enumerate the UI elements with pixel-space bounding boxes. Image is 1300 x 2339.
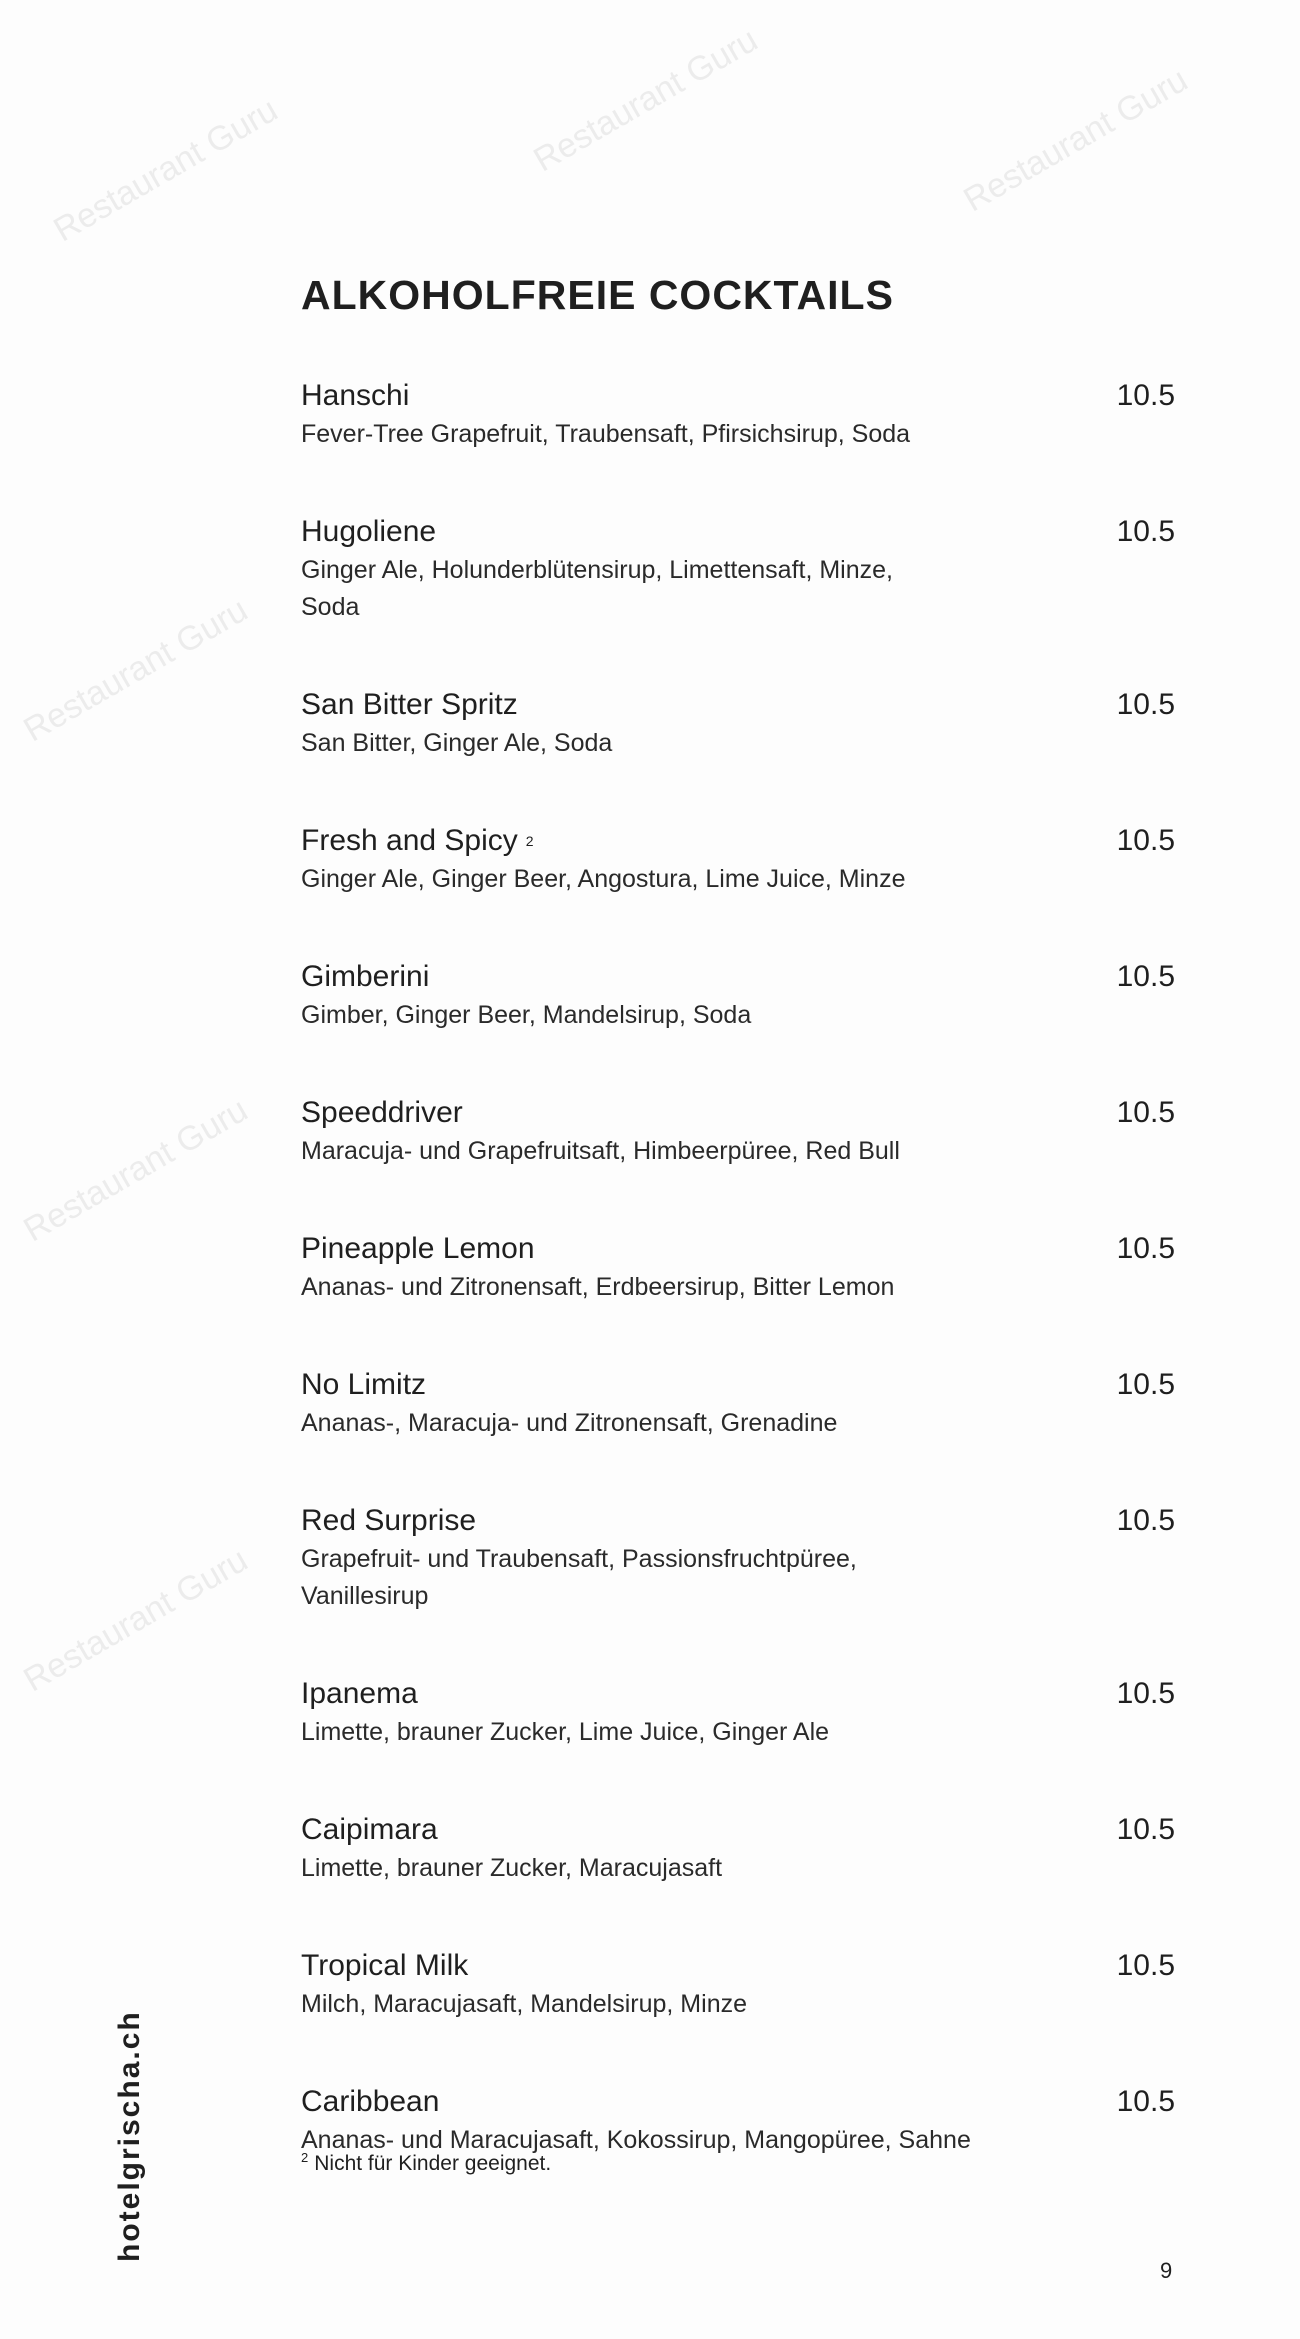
menu-item xyxy=(301,1229,1175,1306)
item-description: Ginger Ale, Holunderblütensirup, Limettensaft, Minze, Soda xyxy=(301,556,893,621)
watermark: Restaurant Guru xyxy=(957,60,1195,220)
menu-item xyxy=(301,685,1175,762)
item-name-text: Hanschi xyxy=(301,379,410,412)
menu-item xyxy=(301,2082,1175,2159)
menu-item xyxy=(301,376,1175,453)
item-price: 10.5 xyxy=(1116,824,1175,857)
item-price: 10.5 xyxy=(1116,1504,1175,1537)
item-price: 10.5 xyxy=(1116,688,1175,721)
menu-item xyxy=(301,1946,1175,2023)
item-name-text: Fresh and Spicy xyxy=(301,824,518,857)
item-description: San Bitter, Ginger Ale, Soda xyxy=(301,729,613,757)
item-name-text: Caipimara xyxy=(301,1813,438,1846)
item-name xyxy=(301,2082,1175,2122)
watermark: Restaurant Guru xyxy=(17,1090,255,1250)
item-description: Ananas-, Maracuja- und Zitronensaft, Grenadine xyxy=(301,1409,838,1437)
item-name xyxy=(301,376,1175,416)
item-price: 10.5 xyxy=(1116,515,1175,548)
item-name-text: Tropical Milk xyxy=(301,1949,469,1982)
item-description: Ananas- und Maracujasaft, Kokossirup, Mangopüree, Sahne xyxy=(301,2126,971,2154)
item-name xyxy=(301,685,1175,725)
item-name xyxy=(301,1674,1175,1714)
item-description: Gimber, Ginger Beer, Mandelsirup, Soda xyxy=(301,1001,752,1029)
menu-item xyxy=(301,512,1175,626)
item-price: 10.5 xyxy=(1116,1368,1175,1401)
item-price: 10.5 xyxy=(1116,1677,1175,1710)
item-name xyxy=(301,1946,1175,1986)
item-description: Maracuja- und Grapefruitsaft, Himbeerpüree, Red Bull xyxy=(301,1137,900,1165)
item-name-text: Caribbean xyxy=(301,2085,440,2118)
item-name xyxy=(301,821,1175,861)
item-price: 10.5 xyxy=(1116,379,1175,412)
watermark: Restaurant Guru xyxy=(17,1540,255,1700)
item-name-text: San Bitter Spritz xyxy=(301,688,518,721)
watermark: Restaurant Guru xyxy=(527,20,765,180)
menu-item xyxy=(301,1810,1175,1887)
footnote xyxy=(301,2150,551,2176)
item-name xyxy=(301,1093,1175,1133)
item-name-text: Speeddriver xyxy=(301,1096,463,1129)
item-description: Ananas- und Zitronensaft, Erdbeersirup, Bitter Lemon xyxy=(301,1273,895,1301)
item-name-text: Red Surprise xyxy=(301,1504,477,1537)
item-name xyxy=(301,1810,1175,1850)
menu-item xyxy=(301,957,1175,1034)
watermark: Restaurant Guru xyxy=(47,90,285,250)
menu-item xyxy=(301,1365,1175,1442)
item-name xyxy=(301,1229,1175,1269)
footnote-mark: 2 xyxy=(301,2150,309,2165)
menu-list xyxy=(301,376,1175,2218)
item-name xyxy=(301,512,1175,552)
item-name-text: Ipanema xyxy=(301,1677,418,1710)
page-number: 9 xyxy=(1160,2258,1173,2283)
item-description: Ginger Ale, Ginger Beer, Angostura, Lime Juice, Minze xyxy=(301,865,906,893)
item-name xyxy=(301,1365,1175,1405)
item-name-text: Gimberini xyxy=(301,960,430,993)
menu-item xyxy=(301,1501,1175,1615)
item-price: 10.5 xyxy=(1116,1949,1175,1982)
item-name-text: Hugoliene xyxy=(301,515,437,548)
item-price: 10.5 xyxy=(1116,1232,1175,1265)
item-description: Grapefruit- und Traubensaft, Passionsfruchtpüree, Vanillesirup xyxy=(301,1545,857,1610)
watermark: Restaurant Guru xyxy=(17,590,255,750)
item-name-text: Pineapple Lemon xyxy=(301,1232,535,1265)
item-name-text: No Limitz xyxy=(301,1368,427,1401)
item-description: Milch, Maracujasaft, Mandelsirup, Minze xyxy=(301,1990,747,2018)
menu-item xyxy=(301,821,1175,898)
item-price: 10.5 xyxy=(1116,1813,1175,1846)
item-name xyxy=(301,957,1175,997)
menu-item xyxy=(301,1093,1175,1170)
page-title: ALKOHOLFREIE COCKTAILS xyxy=(301,272,894,318)
item-name xyxy=(301,1501,1175,1541)
website-label: hotelgrischa.ch xyxy=(113,2010,146,2262)
footnote-ref: 2 xyxy=(525,833,534,849)
item-price: 10.5 xyxy=(1116,2085,1175,2118)
item-description: Limette, brauner Zucker, Maracujasaft xyxy=(301,1854,723,1882)
menu-item xyxy=(301,1674,1175,1751)
item-price: 10.5 xyxy=(1116,1096,1175,1129)
item-description: Fever-Tree Grapefruit, Traubensaft, Pfirsichsirup, Soda xyxy=(301,420,911,448)
footnote-text: Nicht für Kinder geeignet. xyxy=(314,2152,552,2175)
item-description: Limette, brauner Zucker, Lime Juice, Ginger Ale xyxy=(301,1718,830,1746)
item-price: 10.5 xyxy=(1116,960,1175,993)
